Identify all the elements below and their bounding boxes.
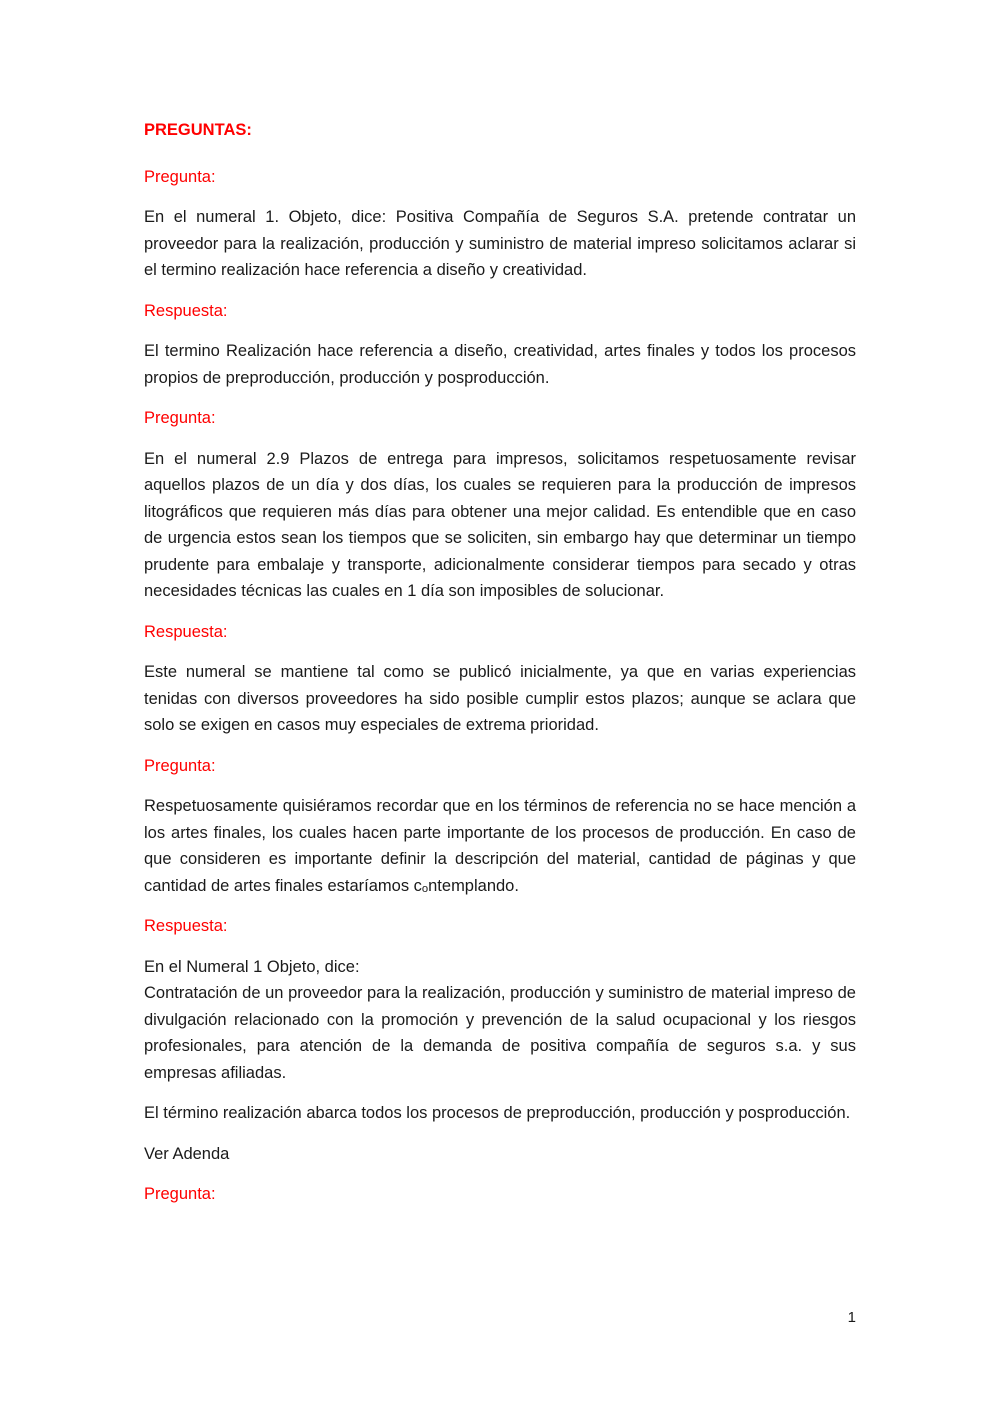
question-label-2: Pregunta:: [144, 409, 216, 427]
answer-text-1: El termino Realización hace referencia a diseño, creatividad, artes finales y todos los procesos propios de preproducción, producción y posproducción.: [144, 342, 856, 387]
question-label-1: Pregunta:: [144, 167, 216, 186]
question-label-3: Pregunta:: [144, 756, 216, 775]
answer-text-2: Este numeral se mantiene tal como se publicó inicialmente, ya que en varias experiencias tenidas con diversos proveedores ha sido posible cumplir estos plazos; aunque se aclara que solo se exigen en casos muy especiales de extrema prioridad.: [144, 663, 856, 734]
answer-label-1: Respuesta:: [144, 301, 228, 320]
page-number: 1: [847, 1309, 856, 1326]
question-label-4: Pregunta:: [144, 1185, 216, 1203]
answer-text-3-line-1: En el Numeral 1 Objeto, dice:: [144, 957, 360, 976]
answer-text-3-line-2: Contratación de un proveedor para la realización, producción y suministro de material impreso de divulgación relacionado con la promoción y prevención de la salud ocupacional y los riesgos profesionales, para atención de la demanda de positiva compañía de seguros s.a. y sus empresas afiliadas.: [144, 984, 856, 1082]
answer-label-2: Respuesta:: [144, 622, 228, 641]
question-text-2: En el numeral 2.9 Plazos de entrega para impresos, solicitamos respetuosamente revisar aquellos plazos de un día y dos días, los cuales se requieren para la producción de impresos litográficos que requieren más días para obtener una mejor calidad. Es entendible que en caso de urgencia estos sean los tiempos que se soliciten, sin embargo hay que determinar un tiempo prudente para embalaje y transporte, adicionalmente considerar tiempos para secado y otras necesidades técnicas las cuales en 1 día son imposibles de solucionar.: [144, 449, 856, 600]
question-text-3: Respetuosamente quisiéramos recordar que en los términos de referencia no se hace mención a los artes finales, los cuales hacen parte importante de los procesos de producción. En caso de que consideren es importante definir la descripción del material, cantidad de páginas y que cantidad de artes finales estaríamos cₒntemplando.: [144, 797, 856, 895]
see-addendum-note: Ver Adenda: [144, 1144, 230, 1163]
document-heading: PREGUNTAS:: [144, 121, 252, 139]
question-text-1: En el numeral 1. Objeto, dice: Positiva Compañía de Seguros S.A. pretende contratar un proveedor para la realización, producción y suministro de material impreso solicitamos aclarar si el termino realización hace referencia a diseño y creatividad.: [144, 208, 856, 279]
answer-text-3-continuation: El término realización abarca todos los procesos de preproducción, producción y posproducción.: [144, 1104, 851, 1122]
answer-label-3: Respuesta:: [144, 917, 228, 935]
answer-text-3: [144, 954, 856, 1087]
